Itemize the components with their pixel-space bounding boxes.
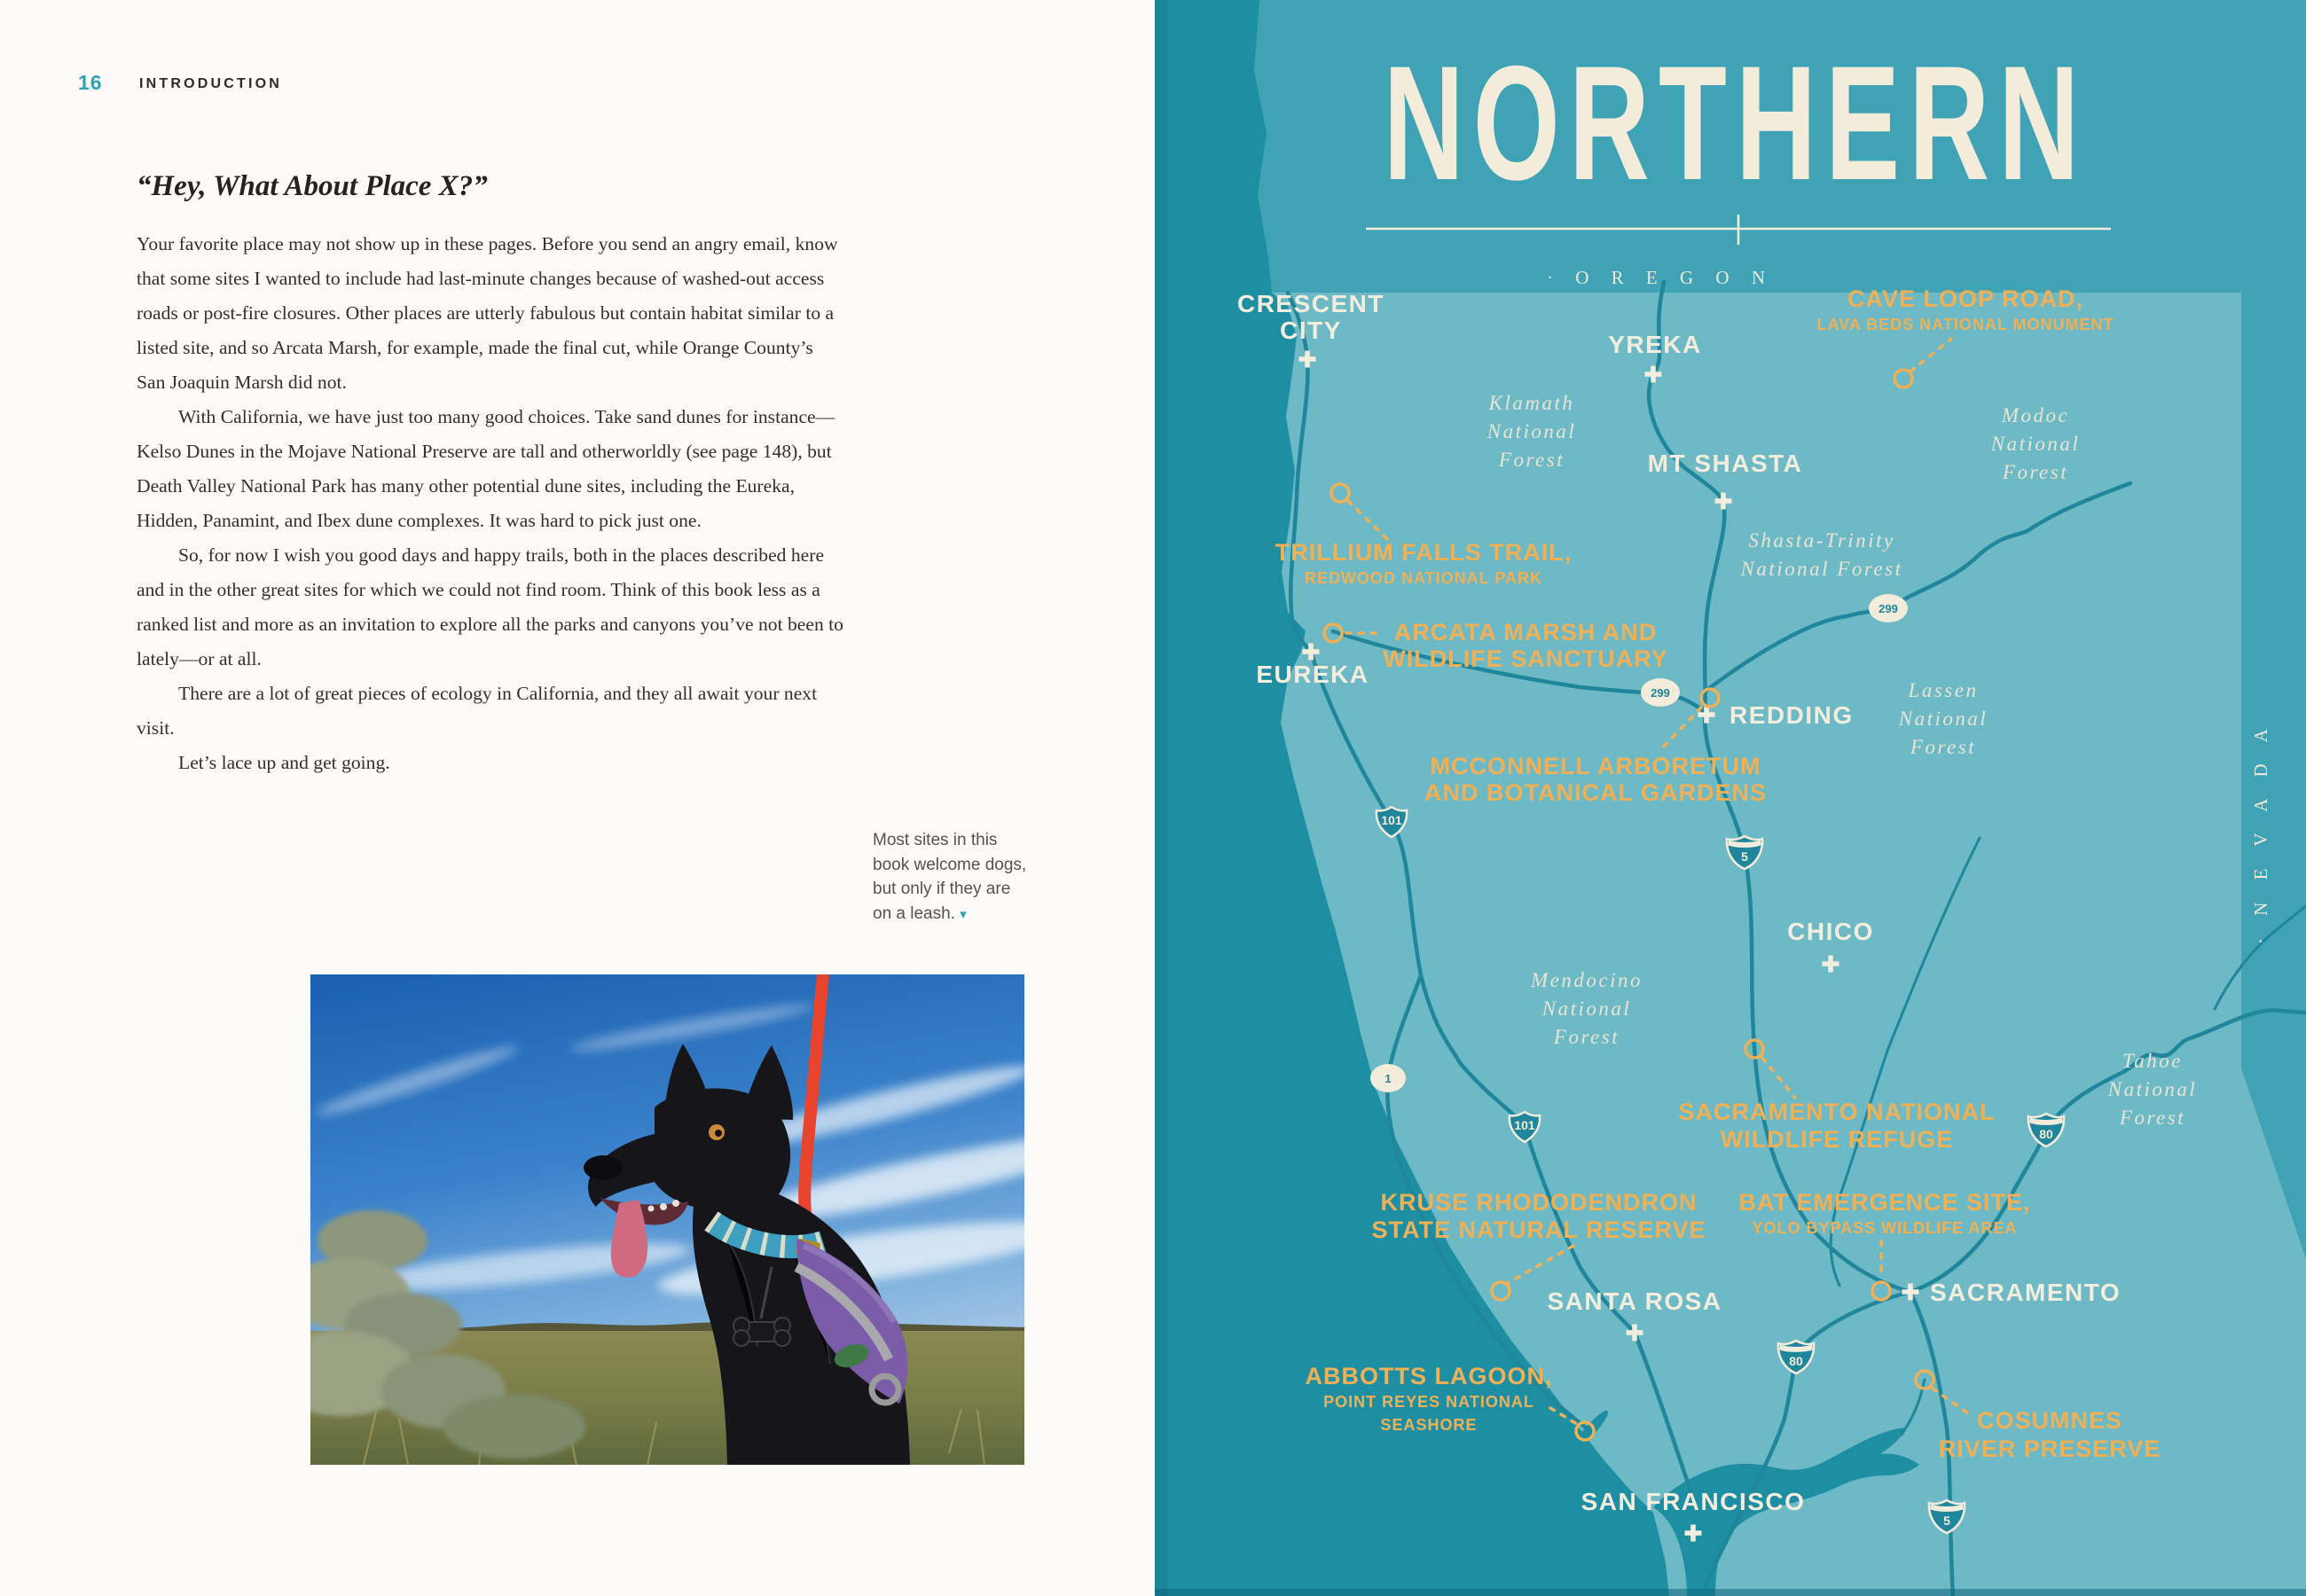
- site-label-abbotts: ABBOTTS LAGOON,: [1305, 1363, 1553, 1389]
- city-label-santa-rosa: SANTA ROSA: [1547, 1287, 1722, 1315]
- city-label-mt-shasta: MT SHASTA: [1647, 450, 1803, 477]
- forest-tahoe: Tahoe: [2122, 1050, 2183, 1072]
- city-label-crescent-city-1: CRESCENT: [1236, 290, 1385, 317]
- interstate-80-number: 80: [2039, 1127, 2053, 1141]
- forest-klamath: Forest: [1498, 449, 1565, 471]
- forest-lassen: Forest: [1910, 736, 1977, 758]
- northern-california-map: [1155, 0, 2306, 1596]
- site-sublabel-cave-loop: LAVA BEDS NATIONAL MONUMENT: [1816, 316, 2114, 333]
- photo-caption: [873, 828, 1032, 927]
- caption-line: but only if they are: [873, 880, 1011, 898]
- forest-lassen: National: [1898, 708, 1988, 730]
- page-number: 16: [78, 71, 103, 94]
- forest-modoc: National: [1990, 433, 2081, 455]
- forest-lassen: Lassen: [1908, 679, 1979, 701]
- forest-mendocino: National: [1541, 998, 1632, 1020]
- city-label-crescent-city-2: CITY: [1280, 317, 1342, 344]
- interstate-5-number: 5: [1741, 849, 1748, 864]
- city-label-eureka: EUREKA: [1256, 661, 1369, 688]
- page-heading: “Hey, What About Place X?”: [137, 170, 488, 202]
- city-label-san-francisco: SAN FRANCISCO: [1580, 1488, 1806, 1515]
- site-sublabel-bat: YOLO BYPASS WILDLIFE AREA: [1752, 1219, 2018, 1237]
- forest-tahoe: National: [2107, 1078, 2198, 1100]
- interstate-5-number: 5: [1943, 1514, 1950, 1528]
- body-text: [137, 227, 846, 780]
- dog-photo-scene: [310, 974, 1024, 1465]
- site-sublabel-trillium: REDWOOD NATIONAL PARK: [1305, 569, 1542, 587]
- interstate-80-number: 80: [1789, 1354, 1803, 1368]
- site-label-cave-loop: CAVE LOOP ROAD,: [1847, 286, 2084, 312]
- forest-klamath: Klamath: [1488, 392, 1575, 414]
- page-bottom-edge: [1155, 1589, 2306, 1596]
- site-label-cosumnes-2: RIVER PRESERVE: [1938, 1436, 2161, 1462]
- paragraph-2: With California, we have just too many good choices. Take sand dunes for instance—Kelso Dunes in the Mojave National Preserve are tall and otherworldly (see page 148), but Death Valley National Park has many other potential dune sites, including the Eureka, Hidden, Panamint, and Ibex dune complexes. It was hard to pick just one.: [137, 406, 835, 531]
- city-label-sacramento: SACRAMENTO: [1930, 1279, 2122, 1306]
- dog-photo: [310, 974, 1024, 1465]
- forest-modoc: Forest: [2002, 461, 2069, 483]
- city-label-chico: CHICO: [1787, 918, 1874, 945]
- forest-shasta-trinity: Shasta-Trinity: [1748, 529, 1895, 552]
- section-title: INTRODUCTION: [139, 76, 283, 91]
- state-label-oregon: · O R E G O N: [1547, 267, 1774, 288]
- paragraph-4: There are a lot of great pieces of ecology in California, and they all await your next visit.: [137, 683, 818, 739]
- map-title: NORTHERN: [1383, 32, 2089, 215]
- route-299-shield-b: [1641, 678, 1680, 707]
- forest-mendocino: Mendocino: [1531, 969, 1643, 991]
- site-label-arcata-2: WILDLIFE SANCTUARY: [1383, 645, 1668, 672]
- caption-line: book welcome dogs,: [873, 855, 1027, 874]
- site-label-trillium: TRILLIUM FALLS TRAIL,: [1275, 539, 1573, 566]
- site-label-arcata-1: ARCATA MARSH AND: [1393, 619, 1658, 645]
- map-page: [1155, 0, 2306, 1596]
- site-label-kruse-1: KRUSE RHODODENDRON: [1380, 1189, 1698, 1216]
- route-1-shield: [1370, 1064, 1406, 1092]
- route-299-number: 299: [1879, 602, 1898, 615]
- caption-triangle-icon: ▾: [960, 906, 967, 922]
- forest-mendocino: Forest: [1553, 1026, 1620, 1048]
- forest-tahoe: Forest: [2119, 1107, 2186, 1129]
- us-101-number: 101: [1381, 813, 1402, 827]
- site-label-cosumnes-1: COSUMNES: [1976, 1407, 2123, 1434]
- route-299-number: 299: [1651, 686, 1670, 700]
- forest-modoc: Modoc: [2001, 404, 2070, 426]
- site-label-sac-refuge-1: SACRAMENTO NATIONAL: [1678, 1099, 1996, 1125]
- paragraph-3: So, for now I wish you good days and happy trails, both in the places described here and in the other great sites for which we could not find room. Think of this book less as a ranked list and more as an invitation to explore all the parks and canyons you’ve not been to lately—or at all.: [137, 544, 843, 669]
- bone-tag-icon: [733, 1318, 790, 1346]
- spine-shadow: [1155, 0, 1167, 1596]
- caption-line: on a leash.: [873, 904, 955, 923]
- paragraph-1: Your favorite place may not show up in these pages. Before you send an angry email, know that some sites I wanted to include had last-minute changes because of washed-out access roads or post-fire closures. Other places are utterly fabulous but contain habitat similar to a listed site, and so Arcata Marsh, for example, made the final cut, while Orange County’s San Joaquin Marsh did not.: [137, 233, 838, 393]
- city-label-redding: REDDING: [1730, 701, 1854, 729]
- us-101-number: 101: [1514, 1118, 1535, 1132]
- site-sublabel-abbotts-2: SEASHORE: [1380, 1416, 1478, 1434]
- forest-klamath: National: [1486, 420, 1577, 442]
- site-label-bat: BAT EMERGENCE SITE,: [1738, 1189, 2031, 1216]
- dog-nose: [584, 1155, 623, 1180]
- route-1-number: 1: [1384, 1072, 1392, 1085]
- city-label-yreka: YREKA: [1608, 331, 1702, 358]
- site-sublabel-abbotts-1: POINT REYES NATIONAL: [1323, 1393, 1534, 1411]
- caption-line: Most sites in this: [873, 831, 998, 849]
- state-label-nevada: · N E V A D A: [2250, 720, 2271, 944]
- site-label-mcconnell-2: AND BOTANICAL GARDENS: [1424, 779, 1768, 806]
- forest-shasta-trinity: National Forest: [1740, 558, 1903, 580]
- site-label-mcconnell-1: MCCONNELL ARBORETUM: [1430, 753, 1761, 779]
- route-299-shield-a: [1869, 594, 1908, 622]
- site-label-kruse-2: STATE NATURAL RESERVE: [1371, 1217, 1706, 1243]
- site-label-sac-refuge-2: WILDLIFE REFUGE: [1720, 1126, 1954, 1153]
- paragraph-5: Let’s lace up and get going.: [178, 752, 390, 773]
